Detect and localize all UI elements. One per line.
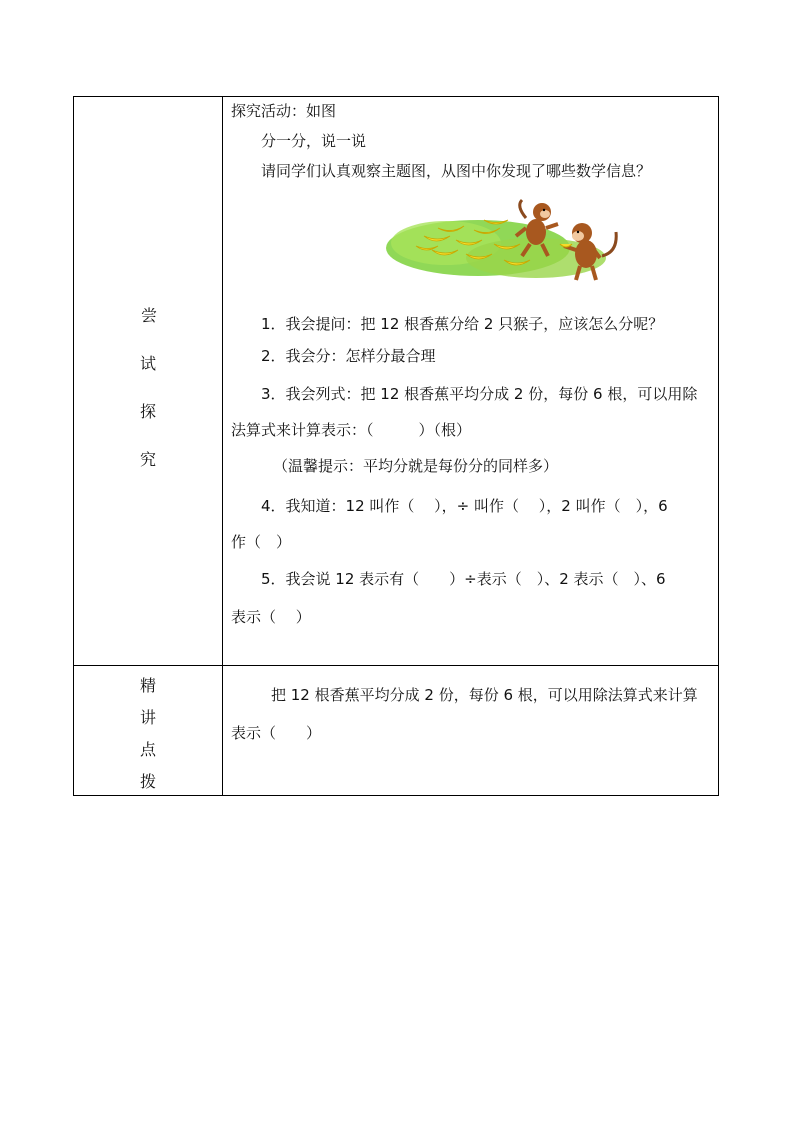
row-divider <box>73 665 719 666</box>
explain-heading-char: 精 <box>139 676 156 695</box>
trial-heading-char: 试 <box>139 354 156 373</box>
trial-heading-char: 尝 <box>140 306 157 325</box>
question-3-line-2: 法算式来计算表示：（ ）（根） <box>231 421 472 439</box>
trial-heading-char: 究 <box>139 450 156 469</box>
question-2: 2．我会分：怎样分最合理 <box>261 347 436 365</box>
trial-heading-char: 探 <box>139 402 156 421</box>
monkeys-bananas-illustration <box>386 198 626 286</box>
table-border-bottom <box>73 795 719 796</box>
explain-line-2: 表示（ ） <box>231 724 322 742</box>
question-4-line-2: 作（ ） <box>231 533 292 551</box>
explain-heading-char: 讲 <box>139 708 156 727</box>
explain-heading-char: 拨 <box>139 772 156 791</box>
warm-tip: （温馨提示：平均分就是每份分的同样多） <box>273 457 559 475</box>
activity-subtitle: 分一分，说一说 <box>261 132 367 150</box>
question-5-line-2: 表示（ ） <box>231 608 311 626</box>
question-3-line-1: 3．我会列式：把 12 根香蕉平均分成 2 份，每份 6 根，可以用除 <box>261 385 698 403</box>
table-border-right <box>718 96 719 796</box>
lesson-table <box>73 96 719 796</box>
question-5-line-1: 5．我会说 12 表示有（ ）÷表示（ ）、2 表示（ ）、6 <box>261 570 666 588</box>
table-border-top <box>73 96 719 97</box>
explain-heading-char: 点 <box>139 740 156 759</box>
explain-line-1: 把 12 根香蕉平均分成 2 份，每份 6 根，可以用除法算式来计算 <box>271 686 698 704</box>
activity-title: 探究活动：如图 <box>231 102 337 120</box>
question-1: 1．我会提问：把 12 根香蕉分给 2 只猴子，应该怎么分呢？ <box>261 315 664 333</box>
explain-heading <box>73 678 223 790</box>
activity-prompt: 请同学们认真观察主题图，从图中你发现了哪些数学信息？ <box>261 162 652 180</box>
question-4-line-1: 4．我知道：12 叫作（ ），÷ 叫作（ ），2 叫作（ ），6 <box>261 497 668 515</box>
trial-heading <box>73 308 223 468</box>
